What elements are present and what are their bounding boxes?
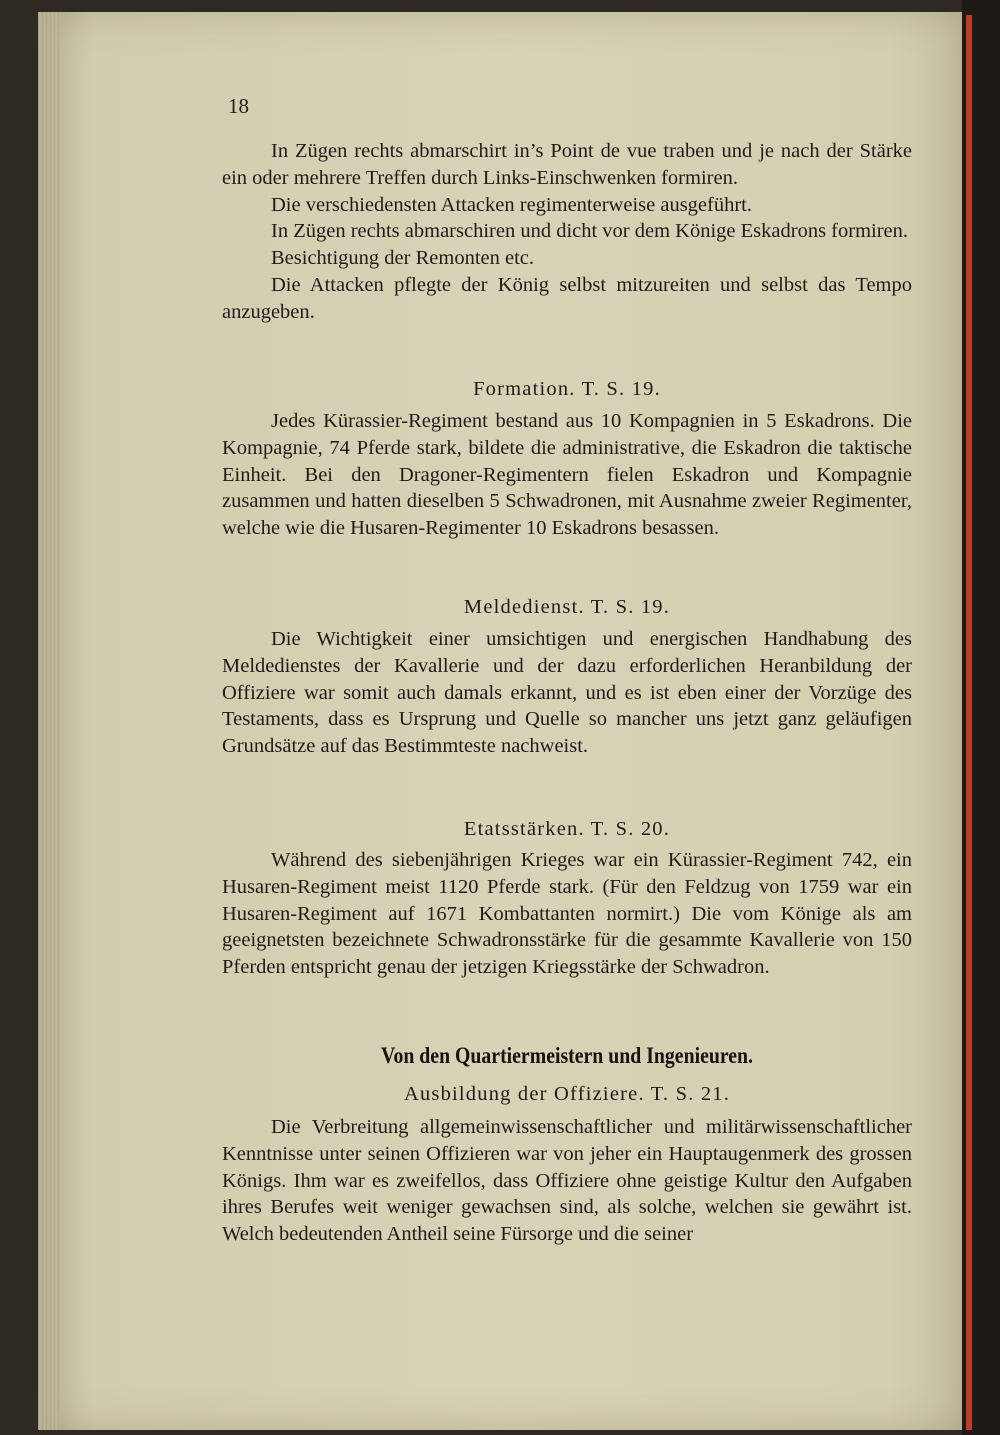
red-edge-stripe [966,15,972,1430]
intro-paragraph-3: In Zügen rechts abmarschiren und dicht vor dem Könige Eskadrons formiren. [271,220,909,243]
ausbildung-paragraph: Die Verbreitung allgemeinwissenschaftlicher und militärwissenschaftlicher Kenntnisse unter seinen Offizieren war von jeher ein Hauptaugenmerk des grossen Königs. Ihm war es zweifellos, dass Offiziere ohne geistige Kultur den Aufgaben ihres Berufes weit weniger gewachsen sind, als solche, welchen sie gewährt ist. Welch bedeutenden Antheil seine Fürsorge und die seiner [222,1116,912,1246]
meldedienst-paragraph: Die Wichtigkeit einer umsichtigen und energischen Handhabung des Meldedienstes der Kavallerie und der dazu erforderlichen Heranbildung der Offiziere war somit auch damals erkannt, und es ist eben einer der Vorzüge des Testaments, dass es Ursprung und Quelle so mancher uns jetzt ganz geläufigen Grundsätze auf das Bestimmteste nachweist. [222,628,912,758]
intro-paragraph-5: Die Attacken pflegte der König selbst mitzureiten und selbst das Tempo anzugeben. [222,273,912,323]
heading-meldedienst: Meldedienst. T. S. 19. [463,596,671,618]
formation-block [222,408,912,542]
etatsstaerken-block [222,847,912,981]
heading-formation: Formation. T. S. 19. [473,378,661,400]
intro-paragraph-4: Besichtigung der Remonten etc. [271,247,535,270]
intro-block [222,138,912,326]
intro-paragraph-1: In Zügen rechts abmarschirt in’s Point de vue traben und je nach der Stärke ein oder mehrere Treffen durch Links-Einschwenken formiren. [222,140,912,189]
heading-ausbildung: Ausbildung der Offiziere. T. S. 21. [403,1083,731,1105]
intro-paragraph-2: Die verschiedensten Attacken regimenterweise ausgeführt. [271,193,752,216]
etatsstaerken-paragraph: Während des siebenjährigen Krieges war ein Kürassier-Regiment 742, ein Husaren-Regiment meist 1120 Pferde stark. (Für den Feldzug von 1759 war ein Husaren-Regiment auf 1671 Kombattanten normirt.) Die vom Könige als am geeignetsten bezeichnete Schwadronsstärke für die gesammte Kavallerie von 150 Pferden entspricht genau der jetzigen Kriegsstärke der Schwadron. [222,849,912,979]
formation-paragraph: Jedes Kürassier-Regiment bestand aus 10 Kompagnien in 5 Eskadrons. Die Kompagnie, 74 Pferde stark, bildete die administrative, die Eskadron die taktische Einheit. Bei den Dragoner-Regimentern fielen Eskadron und Kompagnie zusammen und hatten dieselben 5 Schwadronen, mit Ausnahme zweier Regimenter, welche wie die Husaren-Regimenter 10 Eskadrons besassen. [222,410,912,540]
heading-etatsstaerken: Etatsstärken. T. S. 20. [463,818,671,840]
meldedienst-block [222,626,912,760]
page-stack-edge [38,12,60,1430]
page-number: 18 [228,94,249,118]
chapter-heading: Von den Quartiermeistern und Ingenieuren. [380,1043,754,1068]
ausbildung-block [222,1114,912,1248]
